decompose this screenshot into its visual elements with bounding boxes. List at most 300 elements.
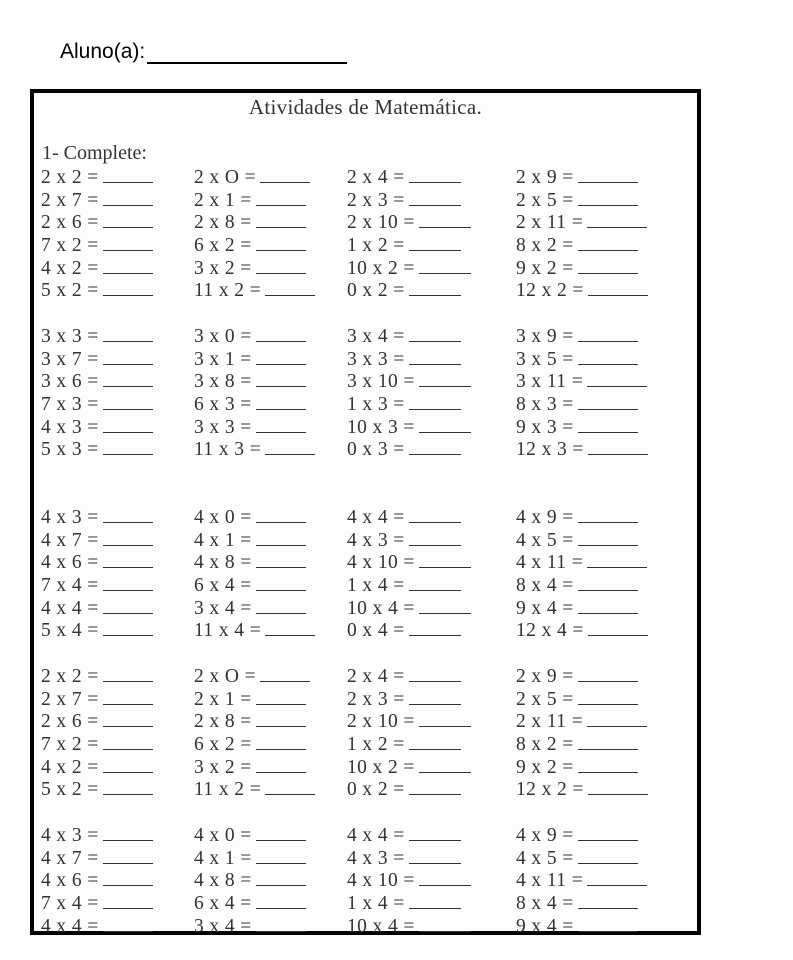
problem-text: 4 x 8 =	[194, 552, 252, 574]
answer-blank[interactable]	[409, 823, 461, 841]
multiplication-problem	[516, 732, 638, 757]
problem-text: 2 x 11 =	[516, 212, 584, 234]
answer-blank[interactable]	[409, 891, 461, 909]
problem-text: 3 x 5 =	[516, 348, 574, 370]
exercise-row	[34, 550, 697, 573]
problem-text: 2 x 8 =	[194, 212, 252, 234]
problem-text: 9 x 3 =	[516, 416, 574, 438]
problem-text: 2 x 5 =	[516, 189, 574, 211]
multiplication-problem	[41, 505, 153, 530]
answer-blank[interactable]	[587, 709, 647, 727]
exercise-row	[34, 278, 697, 301]
problem-text: 4 x 4 =	[347, 825, 405, 846]
problem-text: 3 x 1 =	[194, 348, 252, 370]
multiplication-problem	[41, 732, 153, 757]
answer-blank[interactable]	[103, 709, 153, 727]
multiplication-problem	[347, 709, 471, 734]
answer-blank[interactable]	[103, 505, 153, 523]
multiplication-problem	[516, 347, 638, 372]
answer-blank[interactable]	[419, 709, 471, 727]
multiplication-problem	[194, 687, 306, 712]
answer-blank[interactable]	[409, 687, 461, 705]
multiplication-problem	[347, 777, 461, 802]
answer-blank[interactable]	[256, 324, 306, 342]
answer-blank[interactable]	[103, 256, 153, 274]
multiplication-problem	[347, 550, 471, 575]
answer-blank[interactable]	[409, 278, 461, 296]
problem-text: 4 x 4 =	[41, 915, 99, 937]
answer-blank[interactable]	[103, 233, 153, 251]
problem-text: 5 x 2 =	[41, 280, 99, 302]
problem-text: 7 x 4 =	[41, 575, 99, 597]
problem-text: 2 x 10 =	[347, 711, 415, 733]
multiplication-problem	[194, 415, 306, 440]
exercise-block	[34, 823, 697, 936]
answer-blank[interactable]	[256, 233, 306, 251]
multiplication-problem	[41, 256, 153, 281]
problem-text: 4 x 2 =	[41, 756, 99, 778]
exercise-instruction: 1- Complete:	[42, 142, 147, 164]
answer-blank[interactable]	[419, 596, 471, 614]
answer-blank[interactable]	[419, 868, 471, 886]
problem-text: 3 x 11 =	[516, 371, 584, 393]
problem-text: 2 x 10 =	[347, 212, 415, 234]
multiplication-problem	[347, 188, 461, 213]
answer-blank[interactable]	[256, 823, 306, 841]
exercise-row	[34, 528, 697, 551]
problem-text: 5 x 2 =	[41, 779, 99, 801]
answer-blank[interactable]	[409, 392, 461, 410]
answer-blank[interactable]	[103, 324, 153, 342]
problem-text: 12 x 2 =	[516, 280, 584, 302]
problem-text: 3 x 3 =	[347, 348, 405, 370]
answer-blank[interactable]	[256, 868, 306, 886]
answer-blank[interactable]	[103, 846, 153, 864]
problem-text: 3 x 8 =	[194, 371, 252, 393]
answer-blank[interactable]	[256, 210, 306, 228]
multiplication-problem	[194, 437, 315, 462]
problem-text: 2 x 4 =	[347, 666, 405, 687]
answer-blank[interactable]	[409, 618, 461, 636]
multiplication-problem	[347, 868, 471, 893]
multiplication-problem	[516, 188, 638, 213]
answer-blank[interactable]	[588, 437, 648, 455]
multiplication-problem	[41, 550, 153, 575]
problem-text: 4 x 10 =	[347, 870, 415, 892]
problem-text: 2 x 3 =	[347, 688, 405, 710]
multiplication-problem	[347, 596, 471, 621]
answer-blank[interactable]	[409, 165, 461, 183]
answer-blank[interactable]	[578, 846, 638, 864]
multiplication-problem	[516, 392, 638, 417]
problem-text: 12 x 3 =	[516, 439, 584, 461]
problem-text: 2 x 11 =	[516, 711, 584, 733]
answer-blank[interactable]	[409, 573, 461, 591]
multiplication-problem	[41, 709, 153, 734]
answer-blank[interactable]	[588, 618, 648, 636]
multiplication-problem	[347, 914, 471, 939]
problem-text: 3 x 3 =	[41, 326, 99, 347]
problem-text: 7 x 2 =	[41, 734, 99, 756]
multiplication-problem	[194, 823, 306, 848]
answer-blank[interactable]	[578, 914, 638, 932]
multiplication-problem	[516, 596, 638, 621]
multiplication-problem	[194, 618, 315, 643]
answer-blank[interactable]	[587, 868, 647, 886]
exercise-row	[34, 188, 697, 211]
multiplication-problem	[516, 709, 647, 734]
answer-blank[interactable]	[578, 324, 638, 342]
answer-blank[interactable]	[409, 505, 461, 523]
answer-blank[interactable]	[588, 777, 648, 795]
multiplication-problem	[41, 914, 153, 939]
answer-blank[interactable]	[587, 550, 647, 568]
exercise-row	[34, 777, 697, 800]
multiplication-problem	[194, 188, 306, 213]
problem-text: 9 x 2 =	[516, 756, 574, 778]
answer-blank[interactable]	[578, 392, 638, 410]
answer-blank[interactable]	[409, 437, 461, 455]
problem-text: 1 x 2 =	[347, 734, 405, 756]
multiplication-problem	[516, 777, 648, 802]
answer-blank[interactable]	[578, 233, 638, 251]
answer-blank[interactable]	[103, 347, 153, 365]
worksheet-title: Atividades de Matemática.	[248, 95, 483, 119]
answer-blank[interactable]	[103, 755, 153, 773]
multiplication-problem	[194, 664, 310, 689]
multiplication-problem	[347, 324, 461, 349]
multiplication-problem	[516, 210, 647, 235]
problem-text: 4 x 5 =	[516, 529, 574, 551]
answer-blank[interactable]	[256, 415, 306, 433]
problem-text: 11 x 4 =	[194, 620, 262, 642]
answer-blank[interactable]	[265, 618, 315, 636]
answer-blank[interactable]	[256, 256, 306, 274]
multiplication-problem	[347, 732, 461, 757]
multiplication-problem	[41, 165, 153, 190]
problem-text: 2 x 1 =	[194, 688, 252, 710]
problem-text: 4 x 6 =	[41, 552, 99, 574]
exercise-block	[34, 664, 697, 800]
multiplication-problem	[516, 278, 648, 303]
problem-text: 4 x 3 =	[41, 507, 99, 528]
multiplication-problem	[516, 256, 638, 281]
problem-text: 2 x 8 =	[194, 711, 252, 733]
multiplication-problem	[347, 823, 461, 848]
answer-blank[interactable]	[103, 914, 153, 932]
answer-blank[interactable]	[588, 278, 648, 296]
answer-blank[interactable]	[256, 709, 306, 727]
multiplication-problem	[41, 188, 153, 213]
answer-blank[interactable]	[103, 165, 153, 183]
multiplication-problem	[194, 505, 306, 530]
answer-blank[interactable]	[103, 278, 153, 296]
answer-blank[interactable]	[419, 369, 471, 387]
answer-blank[interactable]	[587, 210, 647, 228]
exercise-row	[34, 618, 697, 641]
multiplication-problem	[347, 278, 461, 303]
multiplication-problem	[194, 528, 306, 553]
multiplication-problem	[41, 573, 153, 598]
answer-blank[interactable]	[256, 596, 306, 614]
answer-blank[interactable]	[256, 347, 306, 365]
problem-text: 9 x 2 =	[516, 257, 574, 279]
answer-blank[interactable]	[578, 505, 638, 523]
problem-text: 1 x 4 =	[347, 893, 405, 915]
answer-blank[interactable]	[578, 347, 638, 365]
answer-blank[interactable]	[260, 664, 310, 682]
answer-blank[interactable]	[256, 505, 306, 523]
problem-text: 3 x 4 =	[194, 915, 252, 937]
exercise-row	[34, 709, 697, 732]
answer-blank[interactable]	[409, 233, 461, 251]
multiplication-problem	[194, 846, 306, 871]
multiplication-problem	[347, 210, 471, 235]
answer-blank[interactable]	[256, 550, 306, 568]
problem-text: 10 x 2 =	[347, 756, 415, 778]
multiplication-problem	[516, 550, 647, 575]
multiplication-problem	[516, 846, 638, 871]
multiplication-problem	[194, 233, 306, 258]
exercise-row	[34, 596, 697, 619]
answer-blank[interactable]	[578, 755, 638, 773]
multiplication-problem	[194, 709, 306, 734]
multiplication-problem	[194, 278, 315, 303]
problem-text: 10 x 4 =	[347, 597, 415, 619]
answer-blank[interactable]	[103, 528, 153, 546]
answer-blank[interactable]	[419, 415, 471, 433]
multiplication-problem	[516, 369, 647, 394]
answer-blank[interactable]	[419, 210, 471, 228]
multiplication-problem	[41, 369, 153, 394]
answer-blank[interactable]	[419, 914, 471, 932]
answer-blank[interactable]	[103, 550, 153, 568]
answer-blank[interactable]	[260, 165, 310, 183]
problem-text: 5 x 3 =	[41, 439, 99, 461]
answer-blank[interactable]	[587, 369, 647, 387]
answer-blank[interactable]	[103, 596, 153, 614]
exercise-row	[34, 846, 697, 869]
multiplication-problem	[41, 846, 153, 871]
multiplication-problem	[194, 369, 306, 394]
problem-text: 6 x 4 =	[194, 893, 252, 915]
problem-text: 3 x 7 =	[41, 348, 99, 370]
answer-blank[interactable]	[578, 687, 638, 705]
answer-blank[interactable]	[256, 392, 306, 410]
answer-blank[interactable]	[578, 732, 638, 750]
problem-text: 3 x 3 =	[194, 416, 252, 438]
multiplication-problem	[516, 618, 648, 643]
multiplication-problem	[516, 415, 638, 440]
answer-blank[interactable]	[256, 891, 306, 909]
problem-text: 2 x 9 =	[516, 666, 574, 687]
answer-blank[interactable]	[103, 777, 153, 795]
answer-blank[interactable]	[409, 732, 461, 750]
answer-blank[interactable]	[103, 188, 153, 206]
problem-text: 4 x 7 =	[41, 847, 99, 869]
answer-blank[interactable]	[103, 891, 153, 909]
problem-text: 4 x 8 =	[194, 870, 252, 892]
worksheet	[30, 89, 701, 935]
student-name-field[interactable]	[147, 40, 347, 64]
problem-text: 1 x 2 =	[347, 235, 405, 257]
multiplication-problem	[194, 324, 306, 349]
answer-blank[interactable]	[409, 664, 461, 682]
problem-text: 2 x 2 =	[41, 666, 99, 687]
problem-text: 8 x 2 =	[516, 235, 574, 257]
answer-blank[interactable]	[256, 914, 306, 932]
answer-blank[interactable]	[578, 165, 638, 183]
answer-blank[interactable]	[103, 369, 153, 387]
exercise-row	[34, 233, 697, 256]
answer-blank[interactable]	[103, 868, 153, 886]
answer-blank[interactable]	[419, 755, 471, 773]
answer-blank[interactable]	[256, 846, 306, 864]
multiplication-problem	[347, 256, 471, 281]
answer-blank[interactable]	[103, 210, 153, 228]
answer-blank[interactable]	[409, 188, 461, 206]
answer-blank[interactable]	[103, 415, 153, 433]
multiplication-problem	[347, 165, 461, 190]
problem-text: 4 x 3 =	[347, 529, 405, 551]
problem-text: 0 x 3 =	[347, 439, 405, 461]
problem-text: 4 x 0 =	[194, 825, 252, 846]
problem-text: 4 x 10 =	[347, 552, 415, 574]
answer-blank[interactable]	[103, 823, 153, 841]
answer-blank[interactable]	[265, 437, 315, 455]
multiplication-problem	[347, 755, 471, 780]
exercise-row	[34, 210, 697, 233]
exercise-row	[34, 891, 697, 914]
answer-blank[interactable]	[256, 188, 306, 206]
answer-blank[interactable]	[578, 528, 638, 546]
exercise-row	[34, 324, 697, 347]
answer-blank[interactable]	[256, 687, 306, 705]
problem-text: 2 x 4 =	[347, 167, 405, 188]
problem-text: 2 x 5 =	[516, 688, 574, 710]
problem-text: 3 x 2 =	[194, 756, 252, 778]
exercise-row	[34, 347, 697, 370]
problem-text: 2 x 7 =	[41, 189, 99, 211]
answer-blank[interactable]	[256, 755, 306, 773]
answer-blank[interactable]	[256, 528, 306, 546]
answer-blank[interactable]	[578, 188, 638, 206]
answer-blank[interactable]	[578, 415, 638, 433]
multiplication-problem	[194, 596, 306, 621]
problem-text: 2 x 9 =	[516, 167, 574, 188]
multiplication-problem	[347, 687, 461, 712]
multiplication-problem	[194, 573, 306, 598]
multiplication-problem	[41, 324, 153, 349]
answer-blank[interactable]	[103, 732, 153, 750]
answer-blank[interactable]	[578, 256, 638, 274]
answer-blank[interactable]	[578, 596, 638, 614]
multiplication-problem	[194, 868, 306, 893]
multiplication-problem	[41, 664, 153, 689]
multiplication-problem	[41, 392, 153, 417]
student-name-header	[60, 40, 347, 64]
multiplication-problem	[347, 573, 461, 598]
multiplication-problem	[347, 528, 461, 553]
answer-blank[interactable]	[409, 528, 461, 546]
problem-text: 2 x 3 =	[347, 189, 405, 211]
problem-text: 5 x 4 =	[41, 620, 99, 642]
exercise-row	[34, 732, 697, 755]
problem-text: 4 x 0 =	[194, 507, 252, 528]
multiplication-problem	[347, 415, 471, 440]
problem-text: 3 x 9 =	[516, 326, 574, 347]
answer-blank[interactable]	[103, 392, 153, 410]
answer-blank[interactable]	[578, 823, 638, 841]
answer-blank[interactable]	[256, 369, 306, 387]
multiplication-problem	[347, 437, 461, 462]
answer-blank[interactable]	[419, 550, 471, 568]
answer-blank[interactable]	[578, 573, 638, 591]
multiplication-problem	[41, 777, 153, 802]
problem-text: 4 x 6 =	[41, 870, 99, 892]
multiplication-problem	[41, 618, 153, 643]
answer-blank[interactable]	[578, 891, 638, 909]
answer-blank[interactable]	[103, 664, 153, 682]
answer-blank[interactable]	[103, 687, 153, 705]
answer-blank[interactable]	[103, 437, 153, 455]
answer-blank[interactable]	[256, 573, 306, 591]
problem-text: 11 x 3 =	[194, 439, 262, 461]
answer-blank[interactable]	[419, 256, 471, 274]
multiplication-problem	[347, 891, 461, 916]
multiplication-problem	[41, 868, 153, 893]
problem-text: 4 x 7 =	[41, 529, 99, 551]
exercise-row	[34, 868, 697, 891]
exercise-row	[34, 369, 697, 392]
multiplication-problem	[41, 278, 153, 303]
problem-text: 3 x 6 =	[41, 371, 99, 393]
problem-text: 4 x 1 =	[194, 847, 252, 869]
student-name-label: Aluno(a):	[60, 40, 146, 63]
multiplication-problem	[516, 823, 638, 848]
multiplication-problem	[41, 415, 153, 440]
exercise-row	[34, 914, 697, 937]
answer-blank[interactable]	[409, 324, 461, 342]
multiplication-problem	[41, 596, 153, 621]
multiplication-problem	[516, 914, 638, 939]
problem-text: 0 x 4 =	[347, 620, 405, 642]
problem-text: 11 x 2 =	[194, 280, 262, 302]
multiplication-problem	[194, 165, 310, 190]
exercise-row	[34, 823, 697, 846]
problem-text: 2 x 6 =	[41, 711, 99, 733]
multiplication-problem	[41, 891, 153, 916]
answer-blank[interactable]	[409, 777, 461, 795]
answer-blank[interactable]	[265, 278, 315, 296]
problem-text: 4 x 3 =	[41, 416, 99, 438]
problem-text: 10 x 3 =	[347, 416, 415, 438]
problem-text: 6 x 2 =	[194, 235, 252, 257]
exercise-row	[34, 437, 697, 460]
answer-blank[interactable]	[103, 573, 153, 591]
answer-blank[interactable]	[103, 618, 153, 636]
exercise-row	[34, 392, 697, 415]
multiplication-problem	[41, 437, 153, 462]
answer-blank[interactable]	[409, 846, 461, 864]
answer-blank[interactable]	[265, 777, 315, 795]
answer-blank[interactable]	[409, 347, 461, 365]
answer-blank[interactable]	[256, 732, 306, 750]
answer-blank[interactable]	[578, 664, 638, 682]
multiplication-problem	[347, 618, 461, 643]
problem-text: 9 x 4 =	[516, 915, 574, 937]
multiplication-problem	[516, 437, 648, 462]
